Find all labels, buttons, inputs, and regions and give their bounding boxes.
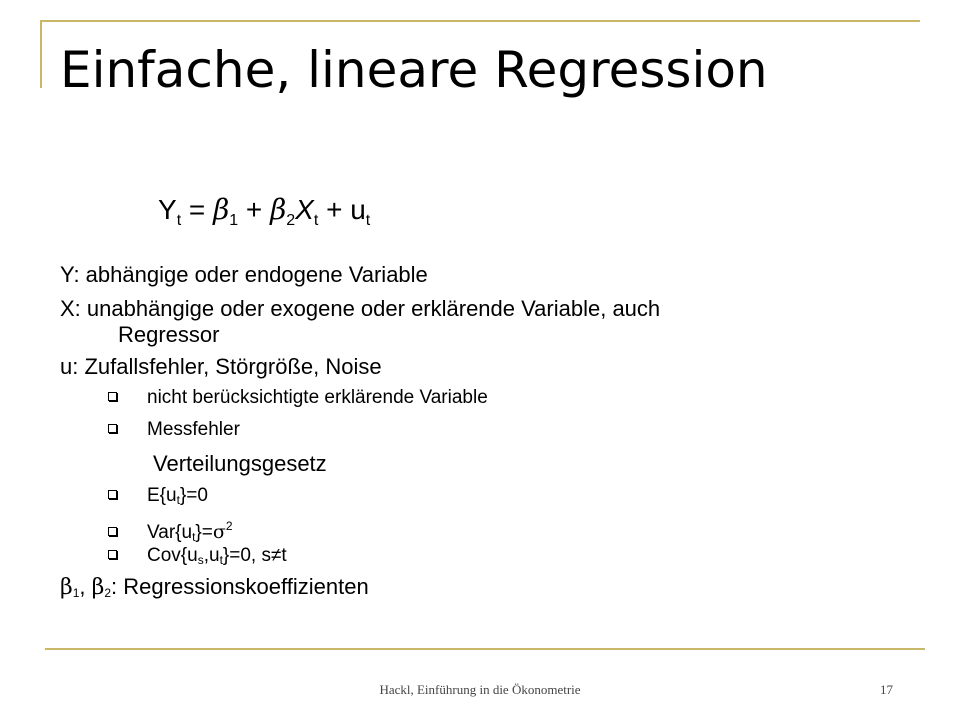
frame-top-line: [40, 20, 920, 22]
formula-sub: 2: [286, 212, 296, 229]
checkbox-bullet-icon: [108, 527, 117, 536]
coef-label: : Regressionskoeffizienten: [111, 574, 369, 599]
frame-left-line: [40, 20, 42, 88]
checkbox-bullet-icon: [108, 392, 117, 401]
formula-plus: +: [238, 194, 271, 225]
dist-text: Var{u: [147, 522, 193, 543]
dist-sigma: σ: [212, 521, 226, 543]
item-text: Y: abhängige oder endogene Variable: [60, 262, 428, 287]
item-text: u: Zufallsfehler, Störgröße, Noise: [60, 354, 382, 379]
checkbox-bullet-icon: [108, 424, 117, 433]
dist-text: }=0: [179, 485, 208, 506]
formula-plus-u: + u: [318, 194, 366, 225]
checkbox-bullet-icon: [108, 490, 117, 499]
item-text: X: unabhängige oder exogene oder erklärende Variable, auch: [60, 296, 661, 321]
dist-sub: s: [197, 553, 204, 567]
sub-item-text: Messfehler: [147, 419, 240, 440]
dist-sup: 2: [225, 519, 233, 533]
dist-sub: t: [192, 530, 196, 544]
dist-text: }=: [195, 522, 213, 543]
formula-beta2: β: [270, 193, 287, 226]
dist-item-covariance: [108, 544, 287, 572]
item-x: [60, 296, 660, 348]
item-continuation: Regressor: [118, 322, 220, 347]
dist-item-expectation: [108, 484, 208, 512]
formula-beta1: β: [213, 193, 230, 226]
page-number: 17: [880, 682, 893, 697]
dist-text: E{u: [147, 485, 177, 506]
checkbox-bullet-icon: [108, 550, 117, 559]
regression-formula: [158, 190, 370, 241]
formula-sub: t: [313, 212, 319, 229]
sub-item: [108, 386, 488, 410]
coef-beta: β: [91, 575, 105, 600]
dist-sub: t: [219, 553, 223, 567]
dist-sub: t: [176, 493, 180, 507]
coef-beta: β: [60, 575, 73, 600]
coef-sep: ,: [79, 574, 92, 599]
dist-text: }=0, s≠t: [222, 545, 287, 566]
sub-item-text: nicht berücksichtigte erklärende Variable: [147, 387, 488, 408]
footer-divider: [45, 648, 925, 650]
coef-sub: 1: [72, 586, 80, 600]
footer-text: Hackl, Einführung in die Ökonometrie: [379, 682, 581, 697]
slide-title: Einfache, lineare Regression: [60, 41, 768, 99]
formula-sub: t: [176, 212, 182, 229]
dist-text: ,u: [203, 545, 220, 566]
distribution-heading: Verteilungsgesetz: [153, 451, 327, 476]
item-y: [60, 262, 428, 288]
dist-text: Cov{u: [147, 545, 198, 566]
formula-x: X: [295, 194, 314, 225]
formula-sub: 1: [229, 212, 239, 229]
formula-y: Y: [158, 194, 177, 225]
formula-eq: =: [181, 194, 214, 225]
sub-item: [108, 418, 240, 442]
formula-sub: t: [365, 212, 371, 229]
coef-sub: 2: [104, 586, 112, 600]
item-u: [60, 354, 382, 380]
coefficients-line: [60, 574, 369, 606]
